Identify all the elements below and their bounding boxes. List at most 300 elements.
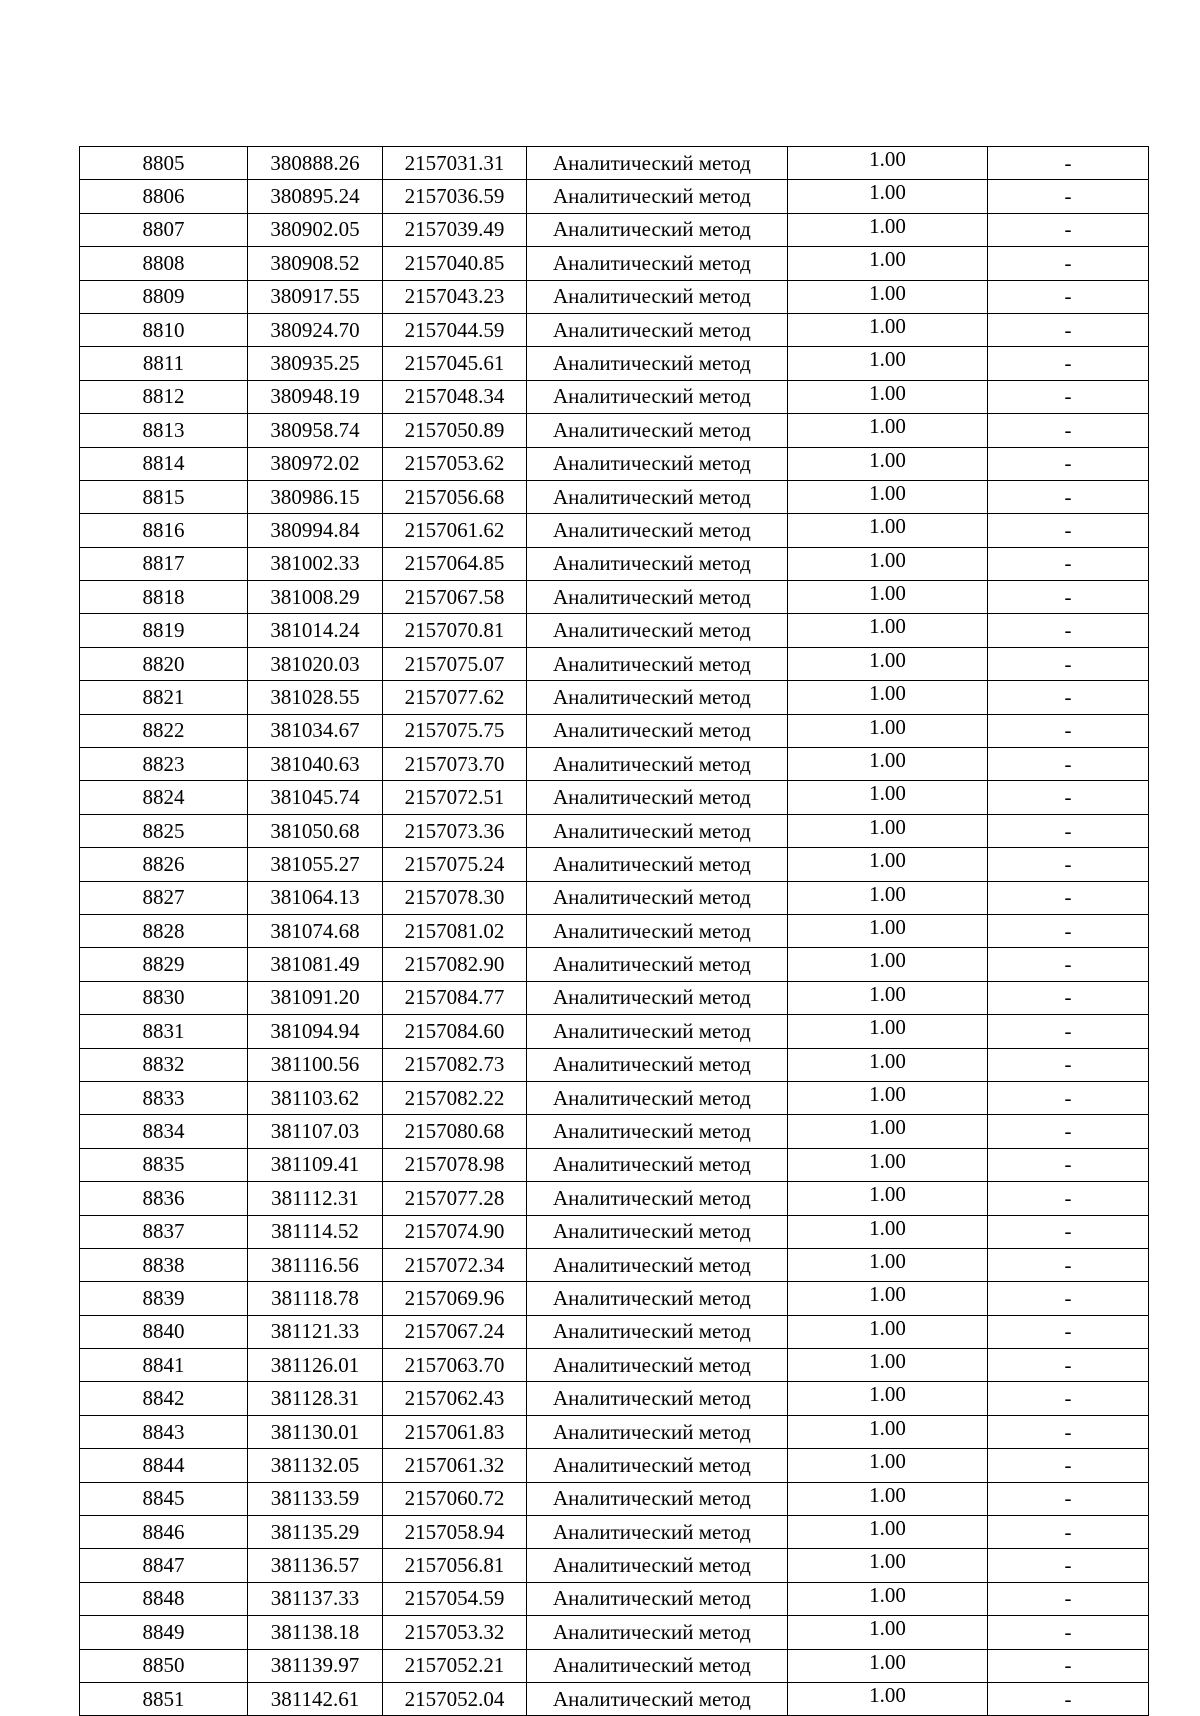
table-row: [80, 1248, 1149, 1281]
method-cell: Аналитический метод: [527, 180, 788, 213]
y-coordinate-cell: 2157080.68: [383, 1115, 527, 1148]
method-cell: Аналитический метод: [527, 213, 788, 246]
x-coordinate-cell: 381118.78: [248, 1282, 383, 1315]
method-cell: Аналитический метод: [527, 247, 788, 280]
accuracy-cell: 1.00: [788, 180, 988, 213]
accuracy-cell: 1.00: [788, 213, 988, 246]
y-coordinate-cell: 2157082.22: [383, 1081, 527, 1114]
table-row: [80, 1081, 1149, 1114]
y-coordinate-cell: 2157056.81: [383, 1549, 527, 1582]
accuracy-cell: 1.00: [788, 1248, 988, 1281]
accuracy-cell: 1.00: [788, 1516, 988, 1549]
x-coordinate-cell: 380994.84: [248, 514, 383, 547]
point-number-cell: 8832: [80, 1048, 248, 1081]
method-cell: Аналитический метод: [527, 1682, 788, 1715]
note-cell: -: [988, 914, 1149, 947]
y-coordinate-cell: 2157052.04: [383, 1682, 527, 1715]
method-cell: Аналитический метод: [527, 514, 788, 547]
method-cell: Аналитический метод: [527, 814, 788, 847]
method-cell: Аналитический метод: [527, 748, 788, 781]
note-cell: -: [988, 1482, 1149, 1515]
accuracy-cell: 1.00: [788, 1081, 988, 1114]
accuracy-cell: 1.00: [788, 347, 988, 380]
x-coordinate-cell: 381107.03: [248, 1115, 383, 1148]
accuracy-cell: 1.00: [788, 313, 988, 346]
method-cell: Аналитический метод: [527, 1315, 788, 1348]
x-coordinate-cell: 381116.56: [248, 1248, 383, 1281]
x-coordinate-cell: 380948.19: [248, 380, 383, 413]
point-number-cell: 8805: [80, 147, 248, 180]
note-cell: -: [988, 1215, 1149, 1248]
note-cell: -: [988, 380, 1149, 413]
point-number-cell: 8813: [80, 414, 248, 447]
accuracy-cell: 1.00: [788, 547, 988, 580]
accuracy-cell: 1.00: [788, 1215, 988, 1248]
method-cell: Аналитический метод: [527, 480, 788, 513]
method-cell: Аналитический метод: [527, 1516, 788, 1549]
method-cell: Аналитический метод: [527, 914, 788, 947]
point-number-cell: 8838: [80, 1248, 248, 1281]
y-coordinate-cell: 2157063.70: [383, 1349, 527, 1382]
x-coordinate-cell: 380917.55: [248, 280, 383, 313]
accuracy-cell: 1.00: [788, 814, 988, 847]
point-number-cell: 8840: [80, 1315, 248, 1348]
note-cell: -: [988, 313, 1149, 346]
method-cell: Аналитический метод: [527, 1415, 788, 1448]
point-number-cell: 8835: [80, 1148, 248, 1181]
note-cell: -: [988, 748, 1149, 781]
x-coordinate-cell: 381074.68: [248, 914, 383, 947]
method-cell: Аналитический метод: [527, 714, 788, 747]
table-row: [80, 1482, 1149, 1515]
table-row: [80, 581, 1149, 614]
point-number-cell: 8816: [80, 514, 248, 547]
note-cell: -: [988, 681, 1149, 714]
point-number-cell: 8817: [80, 547, 248, 580]
table-row: [80, 414, 1149, 447]
point-number-cell: 8841: [80, 1349, 248, 1382]
accuracy-cell: 1.00: [788, 1315, 988, 1348]
table-row: [80, 514, 1149, 547]
table-row: [80, 1015, 1149, 1048]
method-cell: Аналитический метод: [527, 1115, 788, 1148]
y-coordinate-cell: 2157053.62: [383, 447, 527, 480]
y-coordinate-cell: 2157084.60: [383, 1015, 527, 1048]
table-row: [80, 180, 1149, 213]
x-coordinate-cell: 381100.56: [248, 1048, 383, 1081]
x-coordinate-cell: 381114.52: [248, 1215, 383, 1248]
method-cell: Аналитический метод: [527, 581, 788, 614]
y-coordinate-cell: 2157078.98: [383, 1148, 527, 1181]
x-coordinate-cell: 381014.24: [248, 614, 383, 647]
method-cell: Аналитический метод: [527, 280, 788, 313]
x-coordinate-cell: 381136.57: [248, 1549, 383, 1582]
y-coordinate-cell: 2157062.43: [383, 1382, 527, 1415]
x-coordinate-cell: 380895.24: [248, 180, 383, 213]
y-coordinate-cell: 2157036.59: [383, 180, 527, 213]
note-cell: -: [988, 1382, 1149, 1415]
x-coordinate-cell: 381121.33: [248, 1315, 383, 1348]
accuracy-cell: 1.00: [788, 280, 988, 313]
y-coordinate-cell: 2157060.72: [383, 1482, 527, 1515]
point-number-cell: 8826: [80, 848, 248, 881]
point-number-cell: 8842: [80, 1382, 248, 1415]
x-coordinate-cell: 380958.74: [248, 414, 383, 447]
y-coordinate-cell: 2157031.31: [383, 147, 527, 180]
accuracy-cell: 1.00: [788, 781, 988, 814]
table-row: [80, 1582, 1149, 1615]
table-row: [80, 347, 1149, 380]
note-cell: -: [988, 1115, 1149, 1148]
table-row: [80, 1349, 1149, 1382]
y-coordinate-cell: 2157084.77: [383, 981, 527, 1014]
table-row: [80, 1449, 1149, 1482]
note-cell: -: [988, 1148, 1149, 1181]
x-coordinate-cell: 381126.01: [248, 1349, 383, 1382]
method-cell: Аналитический метод: [527, 447, 788, 480]
table-row: [80, 1382, 1149, 1415]
y-coordinate-cell: 2157082.73: [383, 1048, 527, 1081]
accuracy-cell: 1.00: [788, 1115, 988, 1148]
table-row: [80, 213, 1149, 246]
note-cell: -: [988, 581, 1149, 614]
table-row: [80, 380, 1149, 413]
y-coordinate-cell: 2157054.59: [383, 1582, 527, 1615]
note-cell: -: [988, 1048, 1149, 1081]
y-coordinate-cell: 2157064.85: [383, 547, 527, 580]
y-coordinate-cell: 2157061.62: [383, 514, 527, 547]
note-cell: -: [988, 981, 1149, 1014]
accuracy-cell: 1.00: [788, 848, 988, 881]
y-coordinate-cell: 2157067.24: [383, 1315, 527, 1348]
accuracy-cell: 1.00: [788, 247, 988, 280]
point-number-cell: 8811: [80, 347, 248, 380]
note-cell: -: [988, 1682, 1149, 1715]
table-row: [80, 647, 1149, 680]
note-cell: -: [988, 414, 1149, 447]
note-cell: -: [988, 1449, 1149, 1482]
x-coordinate-cell: 381109.41: [248, 1148, 383, 1181]
note-cell: -: [988, 480, 1149, 513]
method-cell: Аналитический метод: [527, 848, 788, 881]
accuracy-cell: 1.00: [788, 1415, 988, 1448]
accuracy-cell: 1.00: [788, 480, 988, 513]
x-coordinate-cell: 380935.25: [248, 347, 383, 380]
point-number-cell: 8808: [80, 247, 248, 280]
note-cell: -: [988, 1649, 1149, 1682]
method-cell: Аналитический метод: [527, 1449, 788, 1482]
y-coordinate-cell: 2157052.21: [383, 1649, 527, 1682]
point-number-cell: 8843: [80, 1415, 248, 1448]
note-cell: -: [988, 714, 1149, 747]
note-cell: -: [988, 1248, 1149, 1281]
x-coordinate-cell: 381094.94: [248, 1015, 383, 1048]
note-cell: -: [988, 814, 1149, 847]
x-coordinate-cell: 381103.62: [248, 1081, 383, 1114]
note-cell: -: [988, 647, 1149, 680]
y-coordinate-cell: 2157075.07: [383, 647, 527, 680]
point-number-cell: 8837: [80, 1215, 248, 1248]
note-cell: -: [988, 547, 1149, 580]
table-row: [80, 1516, 1149, 1549]
method-cell: Аналитический метод: [527, 948, 788, 981]
note-cell: -: [988, 881, 1149, 914]
x-coordinate-cell: 381133.59: [248, 1482, 383, 1515]
x-coordinate-cell: 381064.13: [248, 881, 383, 914]
table-row: [80, 781, 1149, 814]
note-cell: -: [988, 1315, 1149, 1348]
table-row: [80, 1048, 1149, 1081]
accuracy-cell: 1.00: [788, 981, 988, 1014]
point-number-cell: 8815: [80, 480, 248, 513]
method-cell: Аналитический метод: [527, 881, 788, 914]
x-coordinate-cell: 380908.52: [248, 247, 383, 280]
x-coordinate-cell: 381142.61: [248, 1682, 383, 1715]
y-coordinate-cell: 2157069.96: [383, 1282, 527, 1315]
y-coordinate-cell: 2157077.28: [383, 1182, 527, 1215]
point-number-cell: 8839: [80, 1282, 248, 1315]
note-cell: -: [988, 848, 1149, 881]
note-cell: -: [988, 1015, 1149, 1048]
method-cell: Аналитический метод: [527, 981, 788, 1014]
table-row: [80, 1215, 1149, 1248]
y-coordinate-cell: 2157053.32: [383, 1616, 527, 1649]
x-coordinate-cell: 381050.68: [248, 814, 383, 847]
point-number-cell: 8833: [80, 1081, 248, 1114]
method-cell: Аналитический метод: [527, 313, 788, 346]
accuracy-cell: 1.00: [788, 914, 988, 947]
x-coordinate-cell: 381028.55: [248, 681, 383, 714]
note-cell: -: [988, 948, 1149, 981]
method-cell: Аналитический метод: [527, 347, 788, 380]
table-row: [80, 681, 1149, 714]
table-row: [80, 614, 1149, 647]
note-cell: -: [988, 1616, 1149, 1649]
table-row: [80, 1549, 1149, 1582]
accuracy-cell: 1.00: [788, 748, 988, 781]
note-cell: -: [988, 614, 1149, 647]
x-coordinate-cell: 381112.31: [248, 1182, 383, 1215]
accuracy-cell: 1.00: [788, 147, 988, 180]
method-cell: Аналитический метод: [527, 1349, 788, 1382]
method-cell: Аналитический метод: [527, 781, 788, 814]
table-row: [80, 714, 1149, 747]
point-number-cell: 8846: [80, 1516, 248, 1549]
table-row: [80, 1415, 1149, 1448]
point-number-cell: 8830: [80, 981, 248, 1014]
accuracy-cell: 1.00: [788, 1449, 988, 1482]
y-coordinate-cell: 2157070.81: [383, 614, 527, 647]
table-row: [80, 814, 1149, 847]
x-coordinate-cell: 380986.15: [248, 480, 383, 513]
table-row: [80, 914, 1149, 947]
table-row: [80, 247, 1149, 280]
y-coordinate-cell: 2157077.62: [383, 681, 527, 714]
accuracy-cell: 1.00: [788, 948, 988, 981]
point-number-cell: 8851: [80, 1682, 248, 1715]
x-coordinate-cell: 381130.01: [248, 1415, 383, 1448]
y-coordinate-cell: 2157081.02: [383, 914, 527, 947]
y-coordinate-cell: 2157039.49: [383, 213, 527, 246]
y-coordinate-cell: 2157078.30: [383, 881, 527, 914]
point-number-cell: 8824: [80, 781, 248, 814]
method-cell: Аналитический метод: [527, 1015, 788, 1048]
y-coordinate-cell: 2157040.85: [383, 247, 527, 280]
table-row: [80, 981, 1149, 1014]
point-number-cell: 8827: [80, 881, 248, 914]
point-number-cell: 8829: [80, 948, 248, 981]
method-cell: Аналитический метод: [527, 1048, 788, 1081]
accuracy-cell: 1.00: [788, 1682, 988, 1715]
point-number-cell: 8834: [80, 1115, 248, 1148]
note-cell: -: [988, 280, 1149, 313]
method-cell: Аналитический метод: [527, 1649, 788, 1682]
table-row: [80, 480, 1149, 513]
method-cell: Аналитический метод: [527, 1182, 788, 1215]
table-row: [80, 147, 1149, 180]
table-row: [80, 748, 1149, 781]
note-cell: -: [988, 247, 1149, 280]
table-row: [80, 1282, 1149, 1315]
accuracy-cell: 1.00: [788, 1282, 988, 1315]
accuracy-cell: 1.00: [788, 881, 988, 914]
method-cell: Аналитический метод: [527, 1248, 788, 1281]
point-number-cell: 8818: [80, 581, 248, 614]
y-coordinate-cell: 2157067.58: [383, 581, 527, 614]
y-coordinate-cell: 2157073.70: [383, 748, 527, 781]
y-coordinate-cell: 2157058.94: [383, 1516, 527, 1549]
point-number-cell: 8831: [80, 1015, 248, 1048]
y-coordinate-cell: 2157075.75: [383, 714, 527, 747]
note-cell: -: [988, 180, 1149, 213]
accuracy-cell: 1.00: [788, 1482, 988, 1515]
y-coordinate-cell: 2157045.61: [383, 347, 527, 380]
x-coordinate-cell: 381081.49: [248, 948, 383, 981]
note-cell: -: [988, 781, 1149, 814]
method-cell: Аналитический метод: [527, 414, 788, 447]
accuracy-cell: 1.00: [788, 614, 988, 647]
method-cell: Аналитический метод: [527, 647, 788, 680]
point-number-cell: 8807: [80, 213, 248, 246]
x-coordinate-cell: 380888.26: [248, 147, 383, 180]
note-cell: -: [988, 1415, 1149, 1448]
accuracy-cell: 1.00: [788, 1182, 988, 1215]
point-number-cell: 8822: [80, 714, 248, 747]
method-cell: Аналитический метод: [527, 1382, 788, 1415]
note-cell: -: [988, 147, 1149, 180]
table-row: [80, 1148, 1149, 1181]
method-cell: Аналитический метод: [527, 1215, 788, 1248]
x-coordinate-cell: 381020.03: [248, 647, 383, 680]
y-coordinate-cell: 2157061.32: [383, 1449, 527, 1482]
note-cell: -: [988, 1081, 1149, 1114]
accuracy-cell: 1.00: [788, 647, 988, 680]
x-coordinate-cell: 381055.27: [248, 848, 383, 881]
x-coordinate-cell: 381040.63: [248, 748, 383, 781]
note-cell: -: [988, 1282, 1149, 1315]
point-number-cell: 8848: [80, 1582, 248, 1615]
accuracy-cell: 1.00: [788, 581, 988, 614]
x-coordinate-cell: 380902.05: [248, 213, 383, 246]
y-coordinate-cell: 2157056.68: [383, 480, 527, 513]
y-coordinate-cell: 2157073.36: [383, 814, 527, 847]
x-coordinate-cell: 381135.29: [248, 1516, 383, 1549]
x-coordinate-cell: 381045.74: [248, 781, 383, 814]
accuracy-cell: 1.00: [788, 714, 988, 747]
method-cell: Аналитический метод: [527, 1081, 788, 1114]
x-coordinate-cell: 380972.02: [248, 447, 383, 480]
accuracy-cell: 1.00: [788, 414, 988, 447]
table-row: [80, 1616, 1149, 1649]
x-coordinate-cell: 381128.31: [248, 1382, 383, 1415]
table-row: [80, 1115, 1149, 1148]
point-number-cell: 8836: [80, 1182, 248, 1215]
coordinates-table: [79, 146, 1149, 1716]
method-cell: Аналитический метод: [527, 1482, 788, 1515]
coordinates-table-body: [80, 147, 1149, 1716]
method-cell: Аналитический метод: [527, 1582, 788, 1615]
x-coordinate-cell: 381138.18: [248, 1616, 383, 1649]
y-coordinate-cell: 2157074.90: [383, 1215, 527, 1248]
note-cell: -: [988, 1349, 1149, 1382]
x-coordinate-cell: 381008.29: [248, 581, 383, 614]
table-row: [80, 848, 1149, 881]
y-coordinate-cell: 2157082.90: [383, 948, 527, 981]
point-number-cell: 8849: [80, 1616, 248, 1649]
point-number-cell: 8814: [80, 447, 248, 480]
method-cell: Аналитический метод: [527, 380, 788, 413]
note-cell: -: [988, 1182, 1149, 1215]
point-number-cell: 8821: [80, 681, 248, 714]
y-coordinate-cell: 2157075.24: [383, 848, 527, 881]
note-cell: -: [988, 447, 1149, 480]
point-number-cell: 8828: [80, 914, 248, 947]
method-cell: Аналитический метод: [527, 681, 788, 714]
accuracy-cell: 1.00: [788, 1549, 988, 1582]
point-number-cell: 8806: [80, 180, 248, 213]
method-cell: Аналитический метод: [527, 147, 788, 180]
y-coordinate-cell: 2157061.83: [383, 1415, 527, 1448]
y-coordinate-cell: 2157048.34: [383, 380, 527, 413]
y-coordinate-cell: 2157043.23: [383, 280, 527, 313]
accuracy-cell: 1.00: [788, 447, 988, 480]
note-cell: -: [988, 514, 1149, 547]
table-row: [80, 948, 1149, 981]
accuracy-cell: 1.00: [788, 1349, 988, 1382]
accuracy-cell: 1.00: [788, 1048, 988, 1081]
accuracy-cell: 1.00: [788, 1148, 988, 1181]
y-coordinate-cell: 2157044.59: [383, 313, 527, 346]
table-row: [80, 1315, 1149, 1348]
point-number-cell: 8819: [80, 614, 248, 647]
table-row: [80, 1649, 1149, 1682]
y-coordinate-cell: 2157072.34: [383, 1248, 527, 1281]
y-coordinate-cell: 2157050.89: [383, 414, 527, 447]
point-number-cell: 8812: [80, 380, 248, 413]
accuracy-cell: 1.00: [788, 1015, 988, 1048]
note-cell: -: [988, 347, 1149, 380]
x-coordinate-cell: 381132.05: [248, 1449, 383, 1482]
note-cell: -: [988, 213, 1149, 246]
accuracy-cell: 1.00: [788, 681, 988, 714]
x-coordinate-cell: 381002.33: [248, 547, 383, 580]
table-row: [80, 547, 1149, 580]
accuracy-cell: 1.00: [788, 1649, 988, 1682]
table-row: [80, 313, 1149, 346]
point-number-cell: 8844: [80, 1449, 248, 1482]
point-number-cell: 8809: [80, 280, 248, 313]
point-number-cell: 8850: [80, 1649, 248, 1682]
